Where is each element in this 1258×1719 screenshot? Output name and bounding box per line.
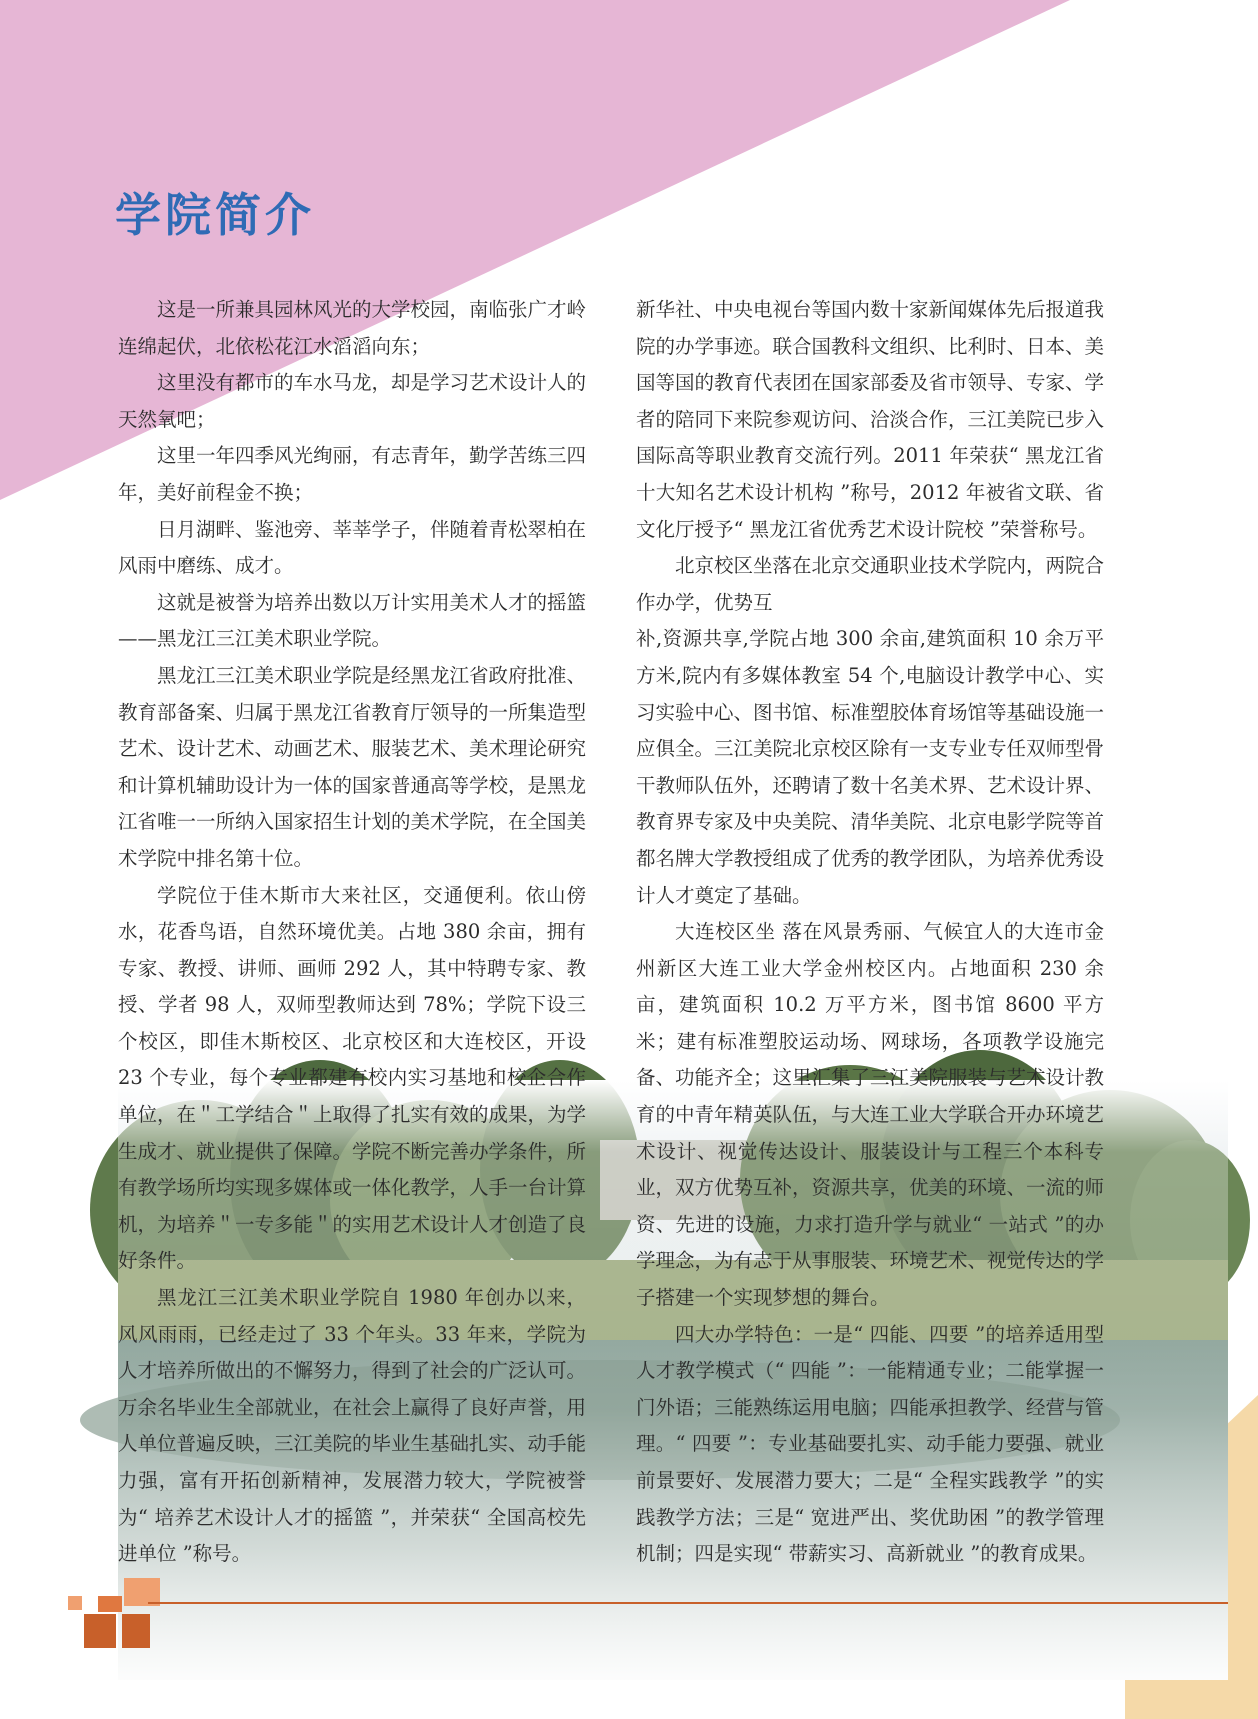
beijing-campus-paragraph: 补,资源共享,学院占地 300 余亩,建筑面积 10 余万平方米,院内有多媒体教室 54 个,电脑设计教学中心、实习实验中心、图书馆、标准塑胶体育场馆等基础设施一应俱全。三江美院北京校区除有一支专业专任双师型骨干教师队伍外，还聘请了数十名美术界、艺术设计界、教育界专家及中央美院、清华美院、北京电影学院等首都名牌大学教授组成了优秀的教学团队，为培养优秀设计人才奠定了基础。 — [636, 627, 1105, 907]
campus-facts-paragraph: 学院位于佳木斯市大来社区，交通便利。依山傍水，花香鸟语，自然环境优美。占地 380 余亩，拥有专家、教授、讲师、画师 292 人，其中特聘专家、教授、学者 98 人，双师型教师达到 78%；学院下设三个校区，即佳木斯校区、北京校区和大连校区，开设 23 个专业，每个专业都建有校内实习基地和校企合作单位，在＂工学结合＂上取得了扎实有效的成果，为学生成才、就业提供了保障。学院不断完善办学条件，所有教学场所均实现多媒体或一体化教学，人手一台计算机，为培养＂一专多能＂的实用艺术设计人才创造了良好条件。 — [118, 883, 587, 1273]
footer-divider-line — [148, 1602, 1228, 1604]
college-overview-paragraph: 黑龙江三江美术职业学院是经黑龙江省政府批准、教育部备案、归属于黑龙江省教育厅领导的一所集造型艺术、设计艺术、动画艺术、服装艺术、美术理论研究和计算机辅助设计为一体的国家普通高等学校，是黑龙江省唯一一所纳入国家招生计划的美术学院，在全国美术学院中排名第十位。 — [118, 663, 587, 870]
beijing-campus-intro: 北京校区坐落在北京交通职业技术学院内，两院合作办学，优势互 — [636, 554, 1105, 614]
intro-paragraph: 这里一年四季风光绚丽，有志青年，勤学苦练三四年，美好前程金不换； — [118, 444, 587, 504]
right-text-column — [636, 292, 1104, 1573]
left-text-column — [118, 292, 586, 1573]
media-awards-paragraph: 新华社、中央电视台等国内数十家新闻媒体先后报道我院的办学事迹。联合国教科文组织、比利时、日本、美国等国的教育代表团在国家部委及省市领导、专家、学者的陪同下来院参观访问、洽淡合作，三江美院已步入国际高等职业教育交流行列。2011 年荣获“ 黑龙江省十大知名艺术设计机构 ”称号，2012 年被省文联、省文化厅授予“ 黑龙江省优秀艺术设计院校 ”荣誉称号。 — [636, 298, 1105, 541]
intro-paragraph: 这是一所兼具园林风光的大学校园，南临张广才岭连绵起伏，北依松花江水滔滔向东； — [118, 298, 587, 358]
page-title: 学院简介 — [115, 188, 315, 242]
intro-paragraph: 这里没有都市的车水马龙，却是学习艺术设计人的天然氧吧； — [118, 371, 587, 431]
intro-paragraph: 这就是被誉为培养出数以万计实用美术人才的摇篮——黑龙江三江美术职业学院。 — [118, 590, 587, 651]
dalian-campus-paragraph: 大连校区坐 落在风景秀丽、气候宜人的大连市金州新区大连工业大学金州校区内。占地面积 230 余亩，建筑面积 10.2 万平方米，图书馆 8600 平方米；建有标准塑胶运动场、网球场，各项教学设施完备、功能齐全；这里汇集了三江美院服装与艺术设计教育的中青年精英队伍，与大连工业大学联合开办环境艺术设计、视觉传达设计、服装设计与工程三个本科专业，双方优势互补，资源共享，优美的环境、一流的师资、先进的设施，力求打造升学与就业“ 一站式 ”的办学理念，为有志于从事服装、环境艺术、视觉传达的学子搭建一个实现梦想的舞台。 — [636, 920, 1105, 1310]
intro-paragraph: 日月湖畔、鉴池旁、莘莘学子，伴随着青松翠柏在风雨中磨练、成才。 — [118, 517, 587, 578]
features-paragraph: 四大办学特色：一是“ 四能、四要 ”的培养适用型人才教学模式（“ 四能 ”：一能精通专业；二能掌握一门外语；三能熟练运用电脑；四能承担教学、经营与管理。“ 四要 ”：专业基础要扎实、动手能力要强、就业前景要好、发展潜力要大；二是“ 全程实践教学 ”的实践教学方法；三是“ 宽进严出、奖优助困 ”的教学管理机制；四是实现“ 带薪实习、高新就业 ”的教育成果。 — [636, 1322, 1105, 1566]
history-paragraph: 黑龙江三江美术职业学院自 1980 年创办以来，风风雨雨，已经走过了 33 个年头。33 年来，学院为人才培养所做出的不懈努力，得到了社会的广泛认可。万余名毕业生全部就业，在社会上赢得了良好声誉，用人单位普遍反映，三江美院的毕业生基础扎实、动手能力强，富有开拓创新精神，发展潜力较大，学院被誉为“ 培养艺术设计人才的摇篮 ”，并荣获“ 全国高校先进单位 ”称号。 — [118, 1286, 587, 1566]
